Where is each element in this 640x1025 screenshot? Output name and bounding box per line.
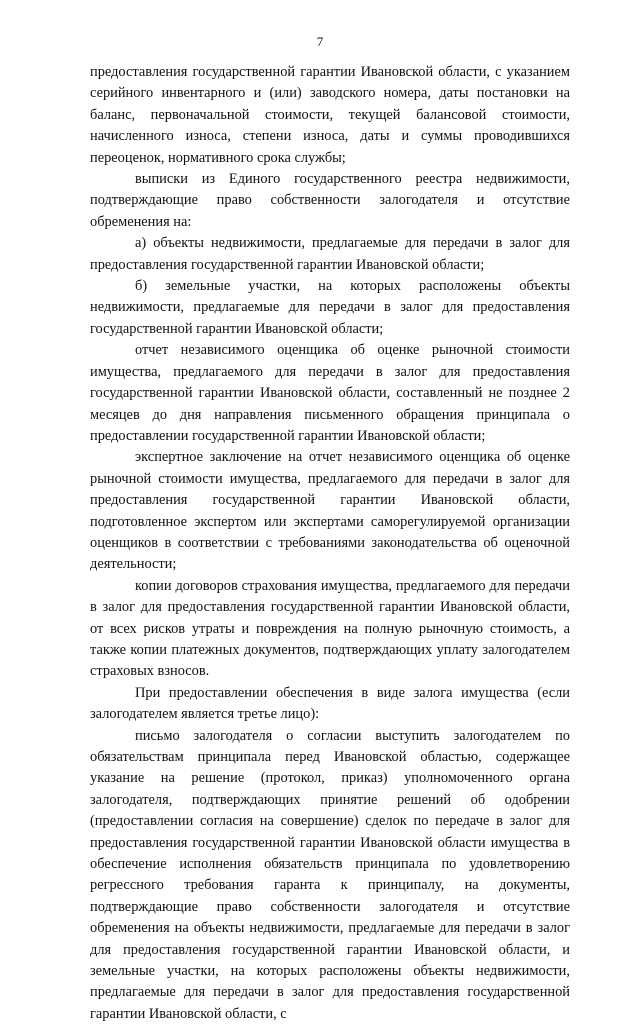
paragraph-third-party-pledge: При предоставлении обеспечения в виде залога имущества (если залогодателем является третье лицо): <box>90 684 570 723</box>
paragraph-expert-opinion: экспертное заключение на отчет независимого оценщика об оценке рыночной стоимости имущества, предлагаемого для передачи в залог для предоставления государственной гарантии Ивановской области, подготовленное экспертом или экспертами саморегулируемой организации оценщиков в соответствии с требованиями законодательства об оценочной деятельности; <box>90 449 570 573</box>
document-body <box>90 62 570 1025</box>
paragraph-appraiser-report: отчет независимого оценщика об оценке рыночной стоимости имущества, предлагаемого для передачи в залог для предоставления государственной гарантии Ивановской области, составленный не позднее 2 месяцев до дня направления письменного обращения принципала о предоставлении государственной гарантии Ивановской области; <box>90 342 570 444</box>
paragraph-continuation: предоставления государственной гарантии Ивановской области, с указанием серийного инвентарного и (или) заводского номера, даты постановки на баланс, первоначальной стоимости, текущей балансовой стоимости, начисленного износа, степени износа, даты и суммы проводившихся переоценок, нормативного срока службы; <box>90 64 570 166</box>
paragraph-pledger-letter: письмо залогодателя о согласии выступить залогодателем по обязательствам принципала перед Ивановской областью, содержащее указание на решение (протокол, приказ) уполномоченного органа залогодателя, подтверждающих принятие решений об одобрении (предоставлении согласия на совершение) сделок по передаче в залог для предоставления государственной гарантии Ивановской области имущества в обеспечение исполнения обязательств принципала по удовлетворению регрессного требования гаранта к принципалу, на документы, подтверждающие право собственности залогодателя и отсутствие обременения на объекты недвижимости, предлагаемые для передачи в залог для предоставления государственной гарантии Ивановской области, и земельные участки, на которых расположены объекты недвижимости, предлагаемые для передачи в залог для предоставления государственной гарантии Ивановской области, с <box>90 727 570 1022</box>
paragraph-item-a: а) объекты недвижимости, предлагаемые для передачи в залог для предоставления государственной гарантии Ивановской области; <box>90 235 570 273</box>
page-number: 7 <box>316 34 324 49</box>
paragraph-insurance-copies: копии договоров страхования имущества, предлагаемого для передачи в залог для предоставления государственной гарантии Ивановской области, от всех рисков утраты и повреждения на полную рыночную стоимость, а также копии платежных документов, подтверждающих уплату залогодателем страховых взносов. <box>90 577 570 680</box>
paragraph-item-b: б) земельные участки, на которых расположены объекты недвижимости, предлагаемые для передачи в залог для предоставления государственной гарантии Ивановской области; <box>90 278 570 337</box>
paragraph-egrn-extracts: выписки из Единого государственного реестра недвижимости, подтверждающие право собственности залогодателя и отсутствие обременения на: <box>90 171 570 230</box>
